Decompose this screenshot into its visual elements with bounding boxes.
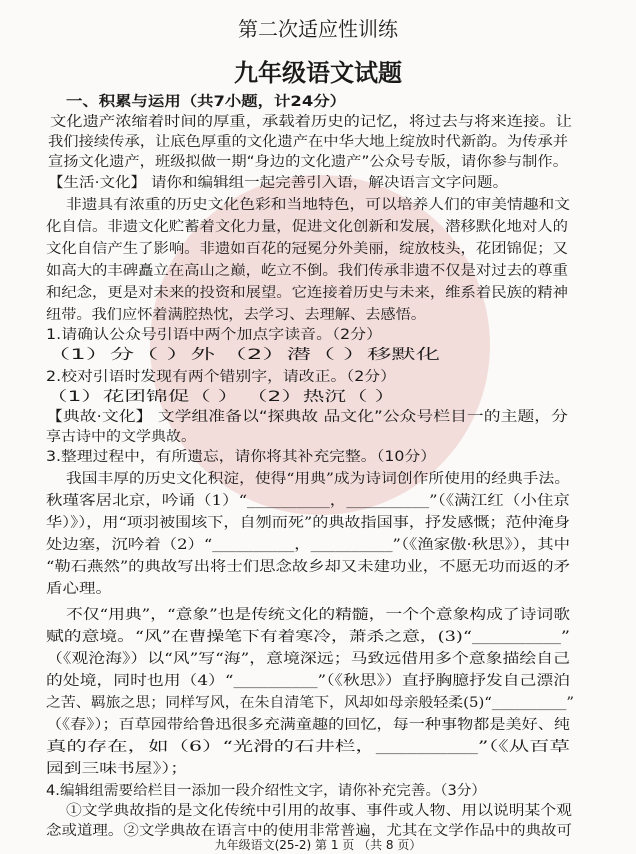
passage-line: 文化自信产生了影响。非遗如百花的冠冕分外美丽，绽放枝头，花团锦促；又: [46, 241, 568, 257]
passage-line: 华）》），用“项羽被围垓下，自刎而死”的典故指国事，抒发感慨；范仲淹身: [46, 515, 570, 531]
subsection-heading: 【生活·文化】 请你和编辑组一起完善引入语，解决语言文字问题。: [48, 175, 508, 191]
subsection-heading: 【典故·文化】 文学组准备以“探典故 品文化”公众号栏目一的主题，分: [46, 409, 568, 425]
passage-line: 不仅“用典”，“意象”也是传统文化的精髓，一个个意象构成了诗词歌: [66, 607, 570, 623]
passage-line: 园到三味书屋》）；: [46, 761, 188, 777]
passage-line: 纽带。我们应怀着满腔热忱，去学习、去理解、去感悟。: [46, 307, 427, 323]
intro-line: 宣扬文化遗产，班级拟做一期“身边的文化遗产”公众号专版，请你参与制作。: [48, 154, 568, 170]
passage-line: 如高大的丰碑矗立在高山之巅，屹立不倒。我们传承非遗不仅是对过去的尊重: [46, 263, 568, 279]
question-3: 3.整理过程中，有所遗忘，请你将其补充完整。（10分）: [46, 449, 436, 465]
question-2-items: （1）花团锦促（ ） （2）热沉（ ）: [46, 389, 396, 405]
question-1: 1.请确认公众号引语中两个加点字读音。（2分）: [46, 327, 382, 343]
passage-line: ①文学典故指的是文化传统中引用的故事、事件或人物、用以说明某个观: [66, 803, 572, 819]
page-title: 九年级语文试题: [234, 59, 402, 87]
passage-line: 盾心理。: [46, 581, 112, 597]
passage-line: （《观沧海》）以“风”写“海”，意境深远；马致远借用多个意象描绘自己: [46, 651, 570, 667]
pretitle: 第二次适应性训练: [238, 17, 398, 41]
passage-line: 真的存在，如（6）“光滑的石井栏，__________”（《从百草: [46, 739, 570, 755]
question-4: 4.编辑组需要给栏目一添加一段介绍性文字，请你补充完善。（3分）: [46, 783, 486, 799]
intro-line: 文化遗产浓缩着时间的厚重，承载着历史的记忆，将过去与将来连接。让: [50, 114, 572, 130]
passage-line: 的处境，同时也用（4）“__________”（《秋思》）直抒胸臆抒发自己漂泊: [46, 673, 570, 689]
passage-line: 之苦、羁旅之思；同样写风，在朱自清笔下，风却如母亲般轻柔(5)“__________”: [46, 695, 574, 711]
passage-line: 化自信。非遗文化贮蓄着文化力量，促进文化创新和发展，潜移默化地对人的: [46, 219, 568, 235]
question-2: 2.校对引语时发现有两个错别字，请改正。（2分）: [46, 369, 396, 385]
passage-line: 秋瑾客居北京，吟诵（1）“__________，__________”（《满江红（小住京: [46, 493, 570, 509]
passage-line: 赋的意境。“风”在曹操笔下有着寒冷，萧杀之意，(3)“__________”: [46, 629, 570, 645]
passage-line: 我国丰厚的历史文化积淀，使得“用典”成为诗词创作所使用的经典手法。: [66, 471, 570, 487]
passage-line: 处边塞，沉吟着（2）“__________，__________”（《渔家傲·秋思》），其中: [46, 537, 570, 553]
section-heading: 一、积累与运用（共7小题，计24分）: [66, 94, 346, 110]
passage-line: 和纪念，更是对未来的投资和展望。它连接着历史与未来，维系着民族的精神: [46, 285, 568, 301]
intro-line: 我们接续传承，让底色厚重的文化遗产在中华大地上绽放时代新韵。为传承并: [48, 134, 568, 150]
passage-line: 念或道理。②文学典故在语言中的使用非常普遍，尤其在文学作品中的典故可: [46, 823, 572, 839]
subsection-heading-cont: 享古诗中的文学典故。: [46, 429, 196, 445]
question-1-items: （1）分（ ）外 （2）潜（ ）移默化: [46, 347, 440, 363]
passage-line: （《春》）；百草园带给鲁迅很多充满童趣的回忆，每一种事物都是美好、纯: [46, 717, 570, 733]
passage-line: 非遗具有浓重的历史文化色彩和当地特色，可以培养人们的审美情趣和文: [66, 197, 570, 213]
passage-line: “勒石燕然”的典故写出将士们思念故乡却又未建功业，不愿无功而返的矛: [46, 559, 570, 575]
page-footer: 九年级语文(25-2) 第 1 页 （共 8 页）: [214, 838, 422, 852]
